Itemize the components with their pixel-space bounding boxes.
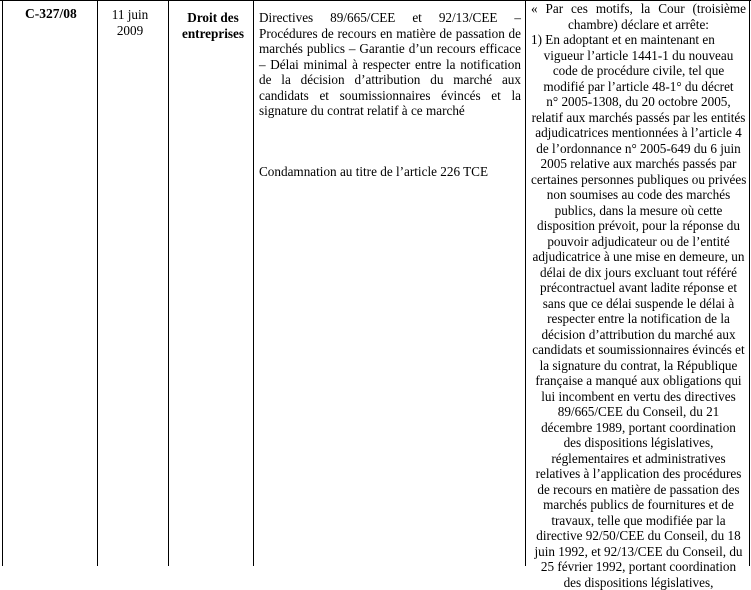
ruling-line: de l’ordonnance n° 2005-649 du 6 juin — [531, 141, 746, 157]
ruling-line: marchés publics de fournitures et de — [531, 497, 746, 513]
domain-cell: Droit des entreprises — [177, 10, 249, 41]
column-border — [253, 0, 254, 566]
ruling-line: juin 1992, et 92/13/CEE du Conseil, du — [531, 544, 746, 560]
ruling-line: française a manqué aux obligations qui — [531, 373, 746, 389]
column-border — [749, 0, 750, 566]
ruling-line: « Par ces motifs, la Cour (troisième — [531, 1, 746, 17]
ruling-line: réglementaires et administratives — [531, 451, 746, 467]
ruling-line: de recours en matière de passation des — [531, 482, 746, 498]
ruling-line: respecter entre la notification de la — [531, 311, 746, 327]
column-border — [97, 0, 98, 566]
ruling-line: pouvoir adjudicateur ou de l’entité — [531, 234, 746, 250]
case-number-cell: C-327/08 — [25, 6, 77, 22]
ruling-line: 89/665/CEE du Conseil, du 21 — [531, 404, 746, 420]
ruling-line: 25 février 1992, portant coordination — [531, 559, 746, 575]
ruling-line: des dispositions législatives, — [531, 575, 746, 590]
judgment-date-cell: 11 juin 2009 — [106, 7, 154, 38]
ruling-line: candidats et soumissionnaires évincés et — [531, 342, 746, 358]
ruling-line: travaux, telle que modifiée par la — [531, 513, 746, 529]
ruling-line: délai de dix jours excluant tout référé — [531, 265, 746, 281]
ruling-line: directive 92/50/CEE du Conseil, du 18 — [531, 528, 746, 544]
ruling-line: relatives à l’application des procédures — [531, 466, 746, 482]
ruling-line: lui incombent en vertu des directives — [531, 389, 746, 405]
column-border — [168, 0, 169, 566]
ruling-line: publics, dans la mesure où cette — [531, 203, 746, 219]
ruling-line: précontractuel avant ladite réponse et — [531, 280, 746, 296]
ruling-line: disposition prévoit, pour la réponse du — [531, 218, 746, 234]
ruling-line: décision d’attribution du marché aux — [531, 327, 746, 343]
ruling-line: 1) En adoptant et en maintenant en — [531, 32, 746, 48]
ruling-line: non soumises au code des marchés — [531, 187, 746, 203]
ruling-line: modifié par l’article 48-1° du décret — [531, 79, 746, 95]
ruling-line: chambre) déclare et arrête: — [531, 17, 746, 33]
ruling-line: adjudicatrice à une mise en demeure, un — [531, 249, 746, 265]
ruling-line: sans que ce délai suspende le délai à — [531, 296, 746, 312]
condemnation-text: Condamnation au titre de l’article 226 TCE — [259, 164, 521, 180]
subject-cell — [259, 10, 521, 179]
ruling-line: relatif aux marchés passés par les entités — [531, 110, 746, 126]
column-border — [525, 0, 526, 566]
ruling-line: certaines personnes publiques ou privées — [531, 172, 746, 188]
ruling-line: décembre 1989, portant coordination — [531, 420, 746, 436]
ruling-line: n° 2005-1308, du 20 octobre 2005, — [531, 94, 746, 110]
column-border — [2, 0, 3, 566]
ruling-line: vigueur l’article 1441-1 du nouveau — [531, 48, 746, 64]
ruling-line: 2005 relative aux marchés passés par — [531, 156, 746, 172]
ruling-line: code de procédure civile, tel que — [531, 63, 746, 79]
ruling-line: des dispositions législatives, — [531, 435, 746, 451]
ruling-line: adjudicatrices mentionnées à l’article 4 — [531, 125, 746, 141]
subject-text: Directives 89/665/CEE et 92/13/CEE – Procédures de recours en matière de passation de marchés publics – Garantie d’un recours efficace – Délai minimal à respecter entre la notification de la décision d’attribution du marché aux candidats et soumissionnaires évincés et la signature du contrat relatif à ce marché — [259, 10, 521, 119]
ruling-line: la signature du contrat, la République — [531, 358, 746, 374]
ruling-cell — [531, 1, 746, 590]
